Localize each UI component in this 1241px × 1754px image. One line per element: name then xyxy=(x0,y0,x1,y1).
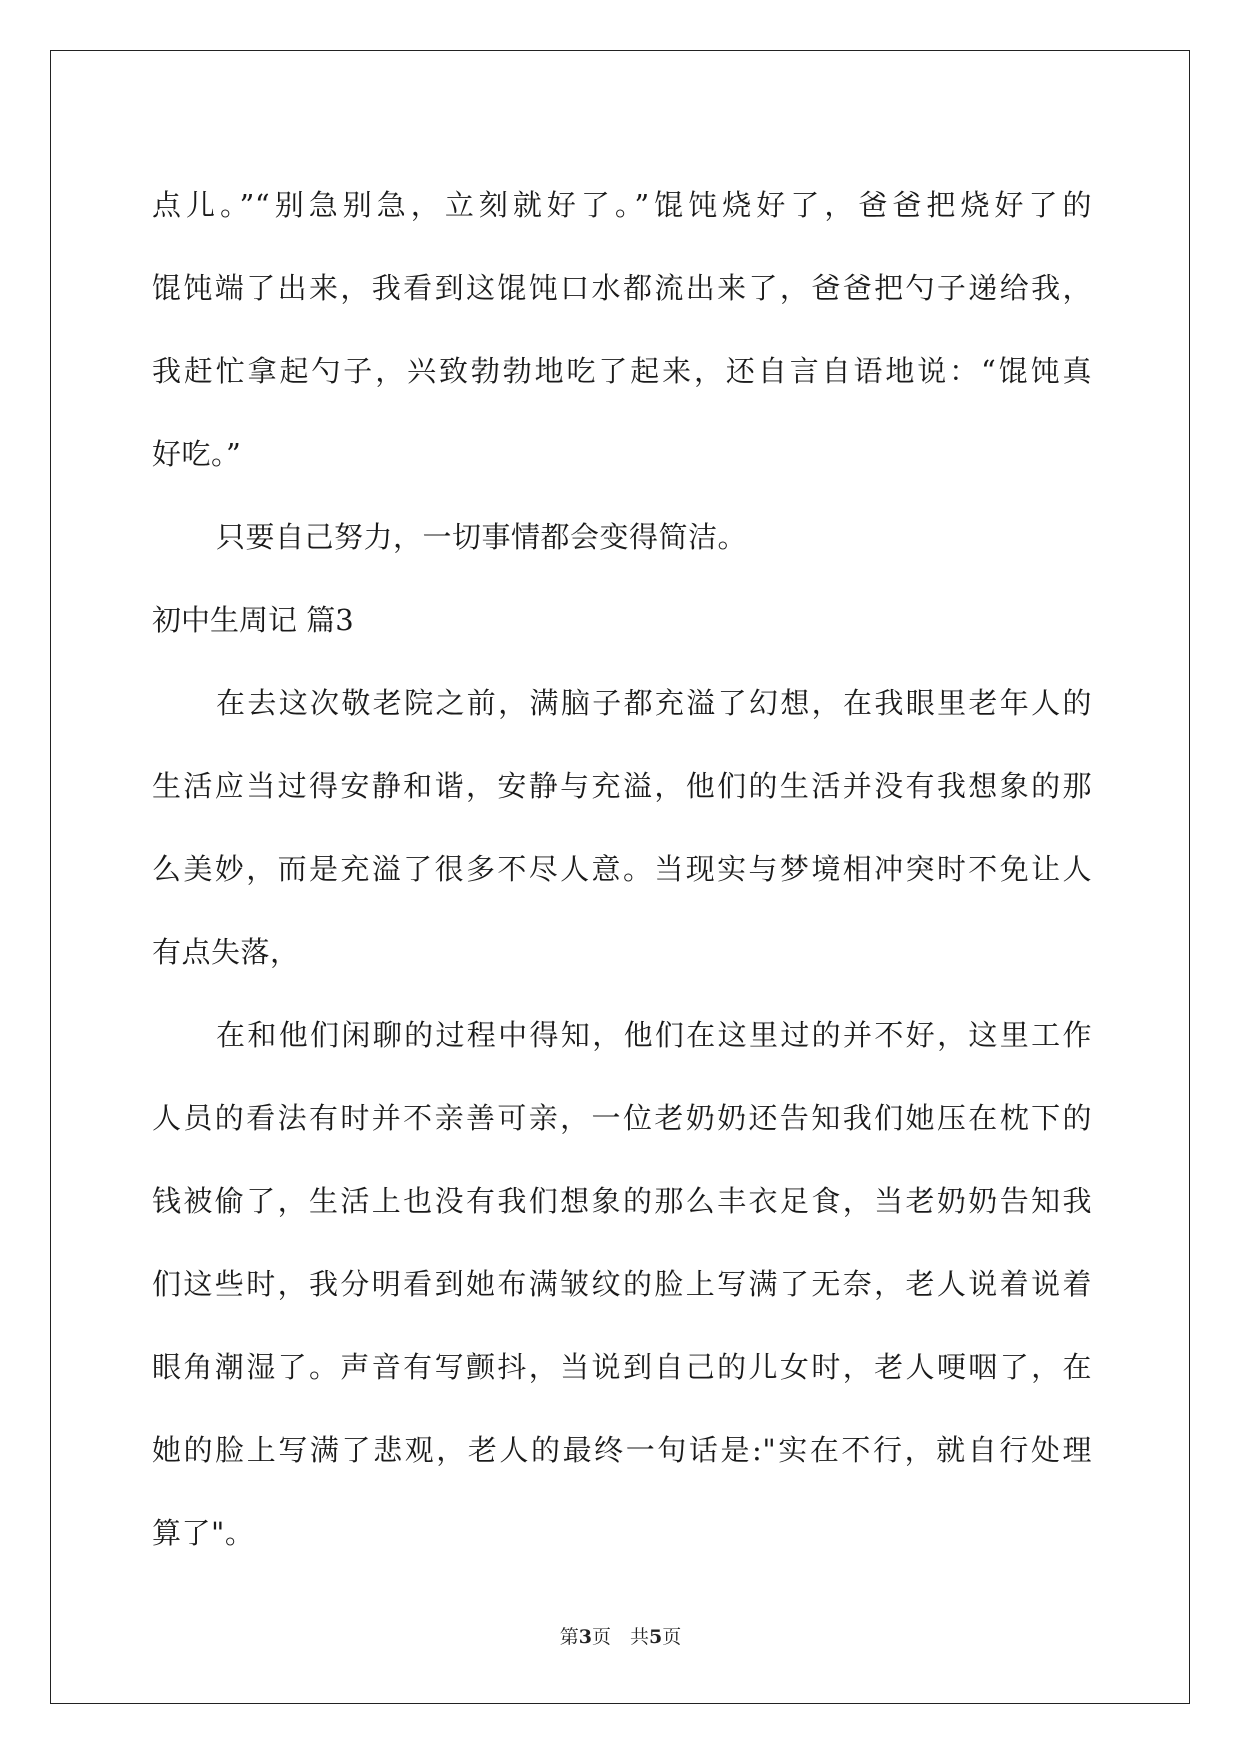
paragraph-3 xyxy=(152,662,1092,994)
text-line: 眼角潮湿了。声音有写颤抖，当说到自己的儿女时，老人哽咽了，在 xyxy=(152,1350,1092,1384)
text-line: 她的脸上写满了悲观，老人的最终一句话是:"实在不行，就自行处理 xyxy=(152,1433,1092,1467)
section-heading: 初中生周记 篇3 xyxy=(152,603,354,637)
paragraph-4 xyxy=(152,994,1092,1575)
text-line: 生活应当过得安静和谐，安静与充溢，他们的生活并没有我想象的那 xyxy=(152,769,1092,803)
page-prefix: 第 xyxy=(559,1626,579,1648)
text-line: 点儿。”“别急别急，立刻就好了。”馄饨烧好了，爸爸把烧好了的 xyxy=(152,188,1092,222)
text-line: 钱被偷了，生活上也没有我们想象的那么丰衣足食，当老奶奶告知我 xyxy=(152,1184,1092,1218)
text-line: 好吃。” xyxy=(152,437,242,471)
paragraph-1 xyxy=(152,164,1092,496)
text-line: 算了"。 xyxy=(152,1516,255,1550)
page-current: 3 xyxy=(578,1626,592,1648)
text-line: 在和他们闲聊的过程中得知，他们在这里过的并不好，这里工作 xyxy=(216,1018,1092,1052)
paragraph-2 xyxy=(152,496,1092,579)
text-line: 们这些时，我分明看到她布满皱纹的脸上写满了无奈，老人说着说着 xyxy=(152,1267,1092,1301)
text-line: 我赶忙拿起勺子，兴致勃勃地吃了起来，还自言自语地说：“馄饨真 xyxy=(152,354,1092,388)
page-footer xyxy=(0,1622,1241,1649)
text-line: 馄饨端了出来，我看到这馄饨口水都流出来了，爸爸把勺子递给我， xyxy=(152,271,1092,305)
text-line: 么美妙，而是充溢了很多不尽人意。当现实与梦境相冲突时不免让人 xyxy=(152,852,1092,886)
page-suffix: 页 xyxy=(662,1626,682,1648)
text-line: 有点失落， xyxy=(152,935,300,969)
text-line: 只要自己努力，一切事情都会变得简洁。 xyxy=(216,520,748,554)
text-line: 在去这次敬老院之前，满脑子都充溢了幻想，在我眼里老年人的 xyxy=(216,686,1092,720)
document-body xyxy=(152,164,1092,1575)
page-mid: 页 共 xyxy=(591,1626,649,1648)
text-line: 人员的看法有时并不亲善可亲，一位老奶奶还告知我们她压在枕下的 xyxy=(152,1101,1092,1135)
page-total: 5 xyxy=(649,1626,663,1648)
